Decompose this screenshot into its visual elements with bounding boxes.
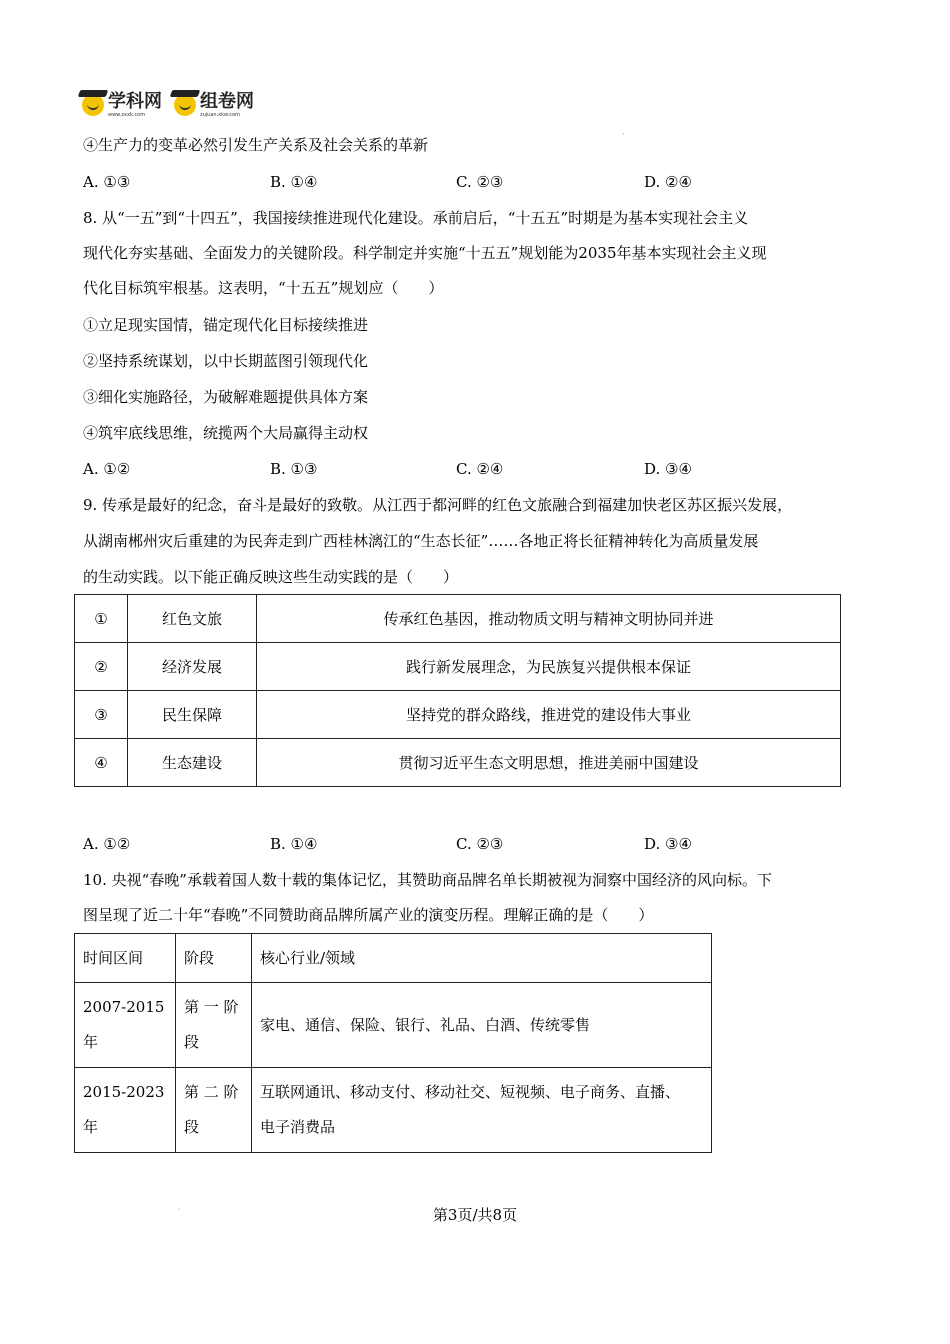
row-period bbox=[75, 1068, 176, 1153]
stage-line-2: 段 bbox=[184, 1118, 200, 1136]
q9-stem-line-2: 从湖南郴州灾后重建的为民奔走到广西桂林漓江的“生态长征”……各地正将长征精神转化为高质量发展 bbox=[83, 532, 759, 550]
stage-line-1: 第 一 阶 bbox=[184, 998, 239, 1016]
q9-option-a: A. ①② bbox=[83, 835, 131, 853]
logo1-url: www.zxxk.com bbox=[108, 112, 146, 118]
q8-statement-2: ②坚持系统谋划，以中长期蓝图引领现代化 bbox=[83, 352, 369, 370]
zxxk-logo bbox=[82, 92, 162, 118]
row-description: 传承红色基因，推动物质文明与精神文明协同并进 bbox=[257, 595, 841, 643]
zujuan-logo bbox=[174, 92, 254, 118]
row-field: 民生保障 bbox=[128, 691, 257, 739]
row-description: 践行新发展理念，为民族复兴提供根本保证 bbox=[257, 643, 841, 691]
period-line-1: 2007-2015 bbox=[83, 998, 165, 1016]
q8-statement-4: ④筑牢底线思维，统揽两个大局赢得主动权 bbox=[83, 424, 369, 442]
q7-option-a: A. ①③ bbox=[83, 173, 131, 191]
row-number: ④ bbox=[75, 739, 128, 787]
q9-option-d: D. ③④ bbox=[644, 835, 692, 853]
logo1-name: 学科网 bbox=[108, 91, 162, 112]
q9-stem-line-1: 9. 传承是最好的纪念，奋斗是最好的致敬。从江西于都河畔的红色文旅融合到福建加快老区苏区振兴发展， bbox=[83, 496, 793, 514]
row-period bbox=[75, 983, 176, 1068]
row-field: 红色文旅 bbox=[128, 595, 257, 643]
stray-mark: · bbox=[178, 1205, 181, 1214]
q10-stem-line-2: 图呈现了近二十年“春晚”不同赞助商品牌所属产业的演变历程。理解正确的是（ ） bbox=[83, 906, 654, 924]
row-industry bbox=[252, 1068, 712, 1153]
q9-table bbox=[74, 594, 841, 787]
page-number: 第3页/共8页 bbox=[432, 1206, 518, 1224]
table-row bbox=[75, 983, 712, 1068]
logo2-url: zujuan.xkw.com bbox=[200, 112, 240, 118]
table-row bbox=[75, 1068, 712, 1153]
q8-stem-line-2: 现代化夯实基础、全面发力的关键阶段。科学制定并实施“十五五”规划能为2035年基本实现社会主义现 bbox=[83, 244, 767, 262]
table-header-row bbox=[75, 934, 712, 983]
row-industry bbox=[252, 983, 712, 1068]
table-row bbox=[75, 595, 841, 643]
row-number: ② bbox=[75, 643, 128, 691]
q8-option-d: D. ③④ bbox=[644, 460, 692, 478]
q10-table bbox=[74, 933, 712, 1153]
row-number: ③ bbox=[75, 691, 128, 739]
q8-stem-line-1: 8. 从“一五”到“十四五”，我国接续推进现代化建设。承前启后，“十五五”时期是为基本实现社会主义 bbox=[83, 209, 749, 227]
q9-option-c: C. ②③ bbox=[456, 835, 504, 853]
stage-line-1: 第 二 阶 bbox=[184, 1083, 239, 1101]
header-stage: 阶段 bbox=[176, 934, 252, 983]
q8-option-a: A. ①② bbox=[83, 460, 131, 478]
q9-stem-line-3: 的生动实践。以下能正确反映这些生动实践的是（ ） bbox=[83, 568, 459, 586]
q7-option-d: D. ②④ bbox=[644, 173, 692, 191]
header-industry: 核心行业/领域 bbox=[252, 934, 712, 983]
q8-statement-3: ③细化实施路径，为破解难题提供具体方案 bbox=[83, 388, 369, 406]
row-number: ① bbox=[75, 595, 128, 643]
period-line-2: 年 bbox=[83, 1033, 99, 1051]
header-period: 时间区间 bbox=[75, 934, 176, 983]
row-description: 贯彻习近平生态文明思想，推进美丽中国建设 bbox=[257, 739, 841, 787]
q10-stem-line-1: 10. 央视“春晚”承载着国人数十载的集体记忆，其赞助商品牌名单长期被视为洞察中国经济的风向标。下 bbox=[83, 871, 772, 889]
mascot-icon bbox=[174, 94, 196, 116]
table-row bbox=[75, 691, 841, 739]
table-row bbox=[75, 739, 841, 787]
row-field: 生态建设 bbox=[128, 739, 257, 787]
row-stage bbox=[176, 1068, 252, 1153]
q8-stem-line-3: 代化目标筑牢根基。这表明，“十五五”规划应（ ） bbox=[83, 279, 444, 297]
header-logos bbox=[82, 92, 254, 118]
q8-statement-1: ①立足现实国情，锚定现代化目标接续推进 bbox=[83, 316, 369, 334]
industry-line-1: 家电、通信、保险、银行、礼品、白酒、传统零售 bbox=[260, 1015, 591, 1034]
q9-option-b: B. ①④ bbox=[270, 835, 318, 853]
stage-line-2: 段 bbox=[184, 1033, 200, 1051]
q7-option-b: B. ①④ bbox=[270, 173, 318, 191]
mascot-icon bbox=[82, 94, 104, 116]
q8-option-c: C. ②④ bbox=[456, 460, 504, 478]
row-stage bbox=[176, 983, 252, 1068]
stray-mark: · bbox=[622, 130, 625, 139]
period-line-2: 年 bbox=[83, 1118, 99, 1136]
logo2-name: 组卷网 bbox=[200, 91, 254, 112]
row-field: 经济发展 bbox=[128, 643, 257, 691]
q7-statement-4: ④生产力的变革必然引发生产关系及社会关系的革新 bbox=[83, 136, 429, 154]
period-line-1: 2015-2023 bbox=[83, 1083, 165, 1101]
industry-line-2: 电子消费品 bbox=[260, 1118, 336, 1136]
industry-line-1: 互联网通讯、移动支付、移动社交、短视频、电子商务、直播、 bbox=[260, 1083, 681, 1101]
q8-option-b: B. ①③ bbox=[270, 460, 318, 478]
q7-option-c: C. ②③ bbox=[456, 173, 504, 191]
row-description: 坚持党的群众路线，推进党的建设伟大事业 bbox=[257, 691, 841, 739]
table-row bbox=[75, 643, 841, 691]
